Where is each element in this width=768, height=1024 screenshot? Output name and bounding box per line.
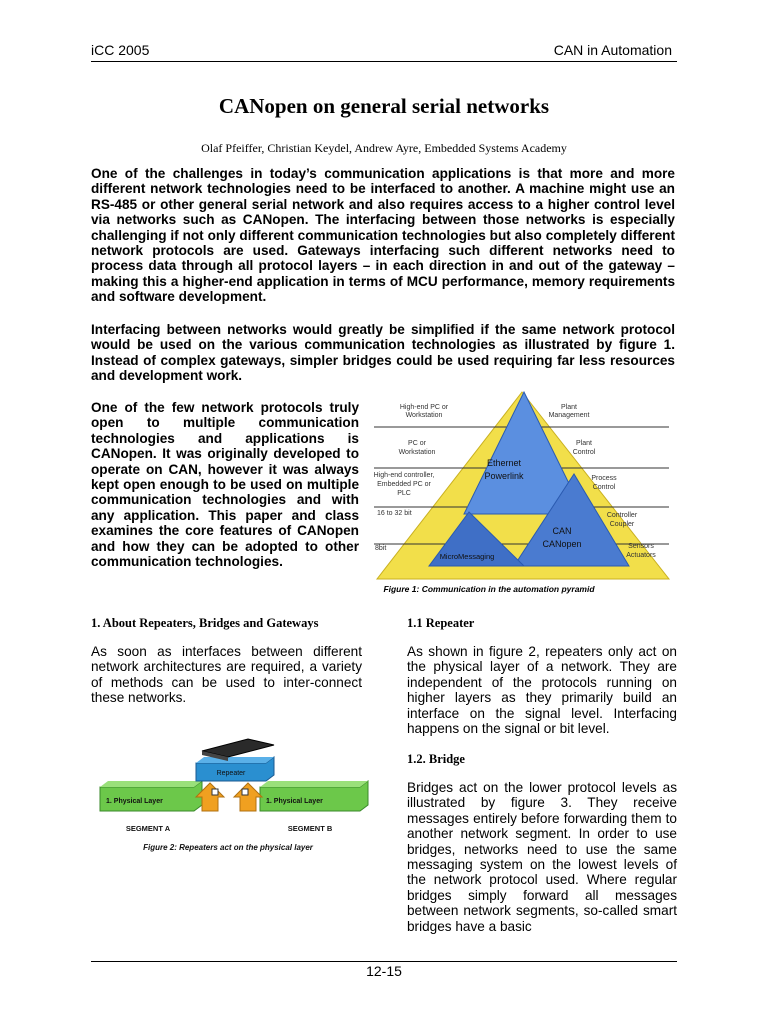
section-1-1-text: As shown in figure 2, repeaters only act on the physical layer of a network. They are independent of the protocols running on higher layers as they primarily build an interface on the signal level. Interfacing happens on the signal or bit level. xyxy=(407,644,677,737)
page-number: 12-15 xyxy=(366,963,402,979)
right-label-2b: Control xyxy=(572,449,596,456)
figure-2-caption: Figure 2: Repeaters act on the physical layer xyxy=(143,843,313,852)
abstract-paragraph-1: One of the challenges in today’s communication applications is that more and more different network technologies need to be interfaced to another. A machine might use an RS-485 or other general serial network and also requires access to a higher control level via networks such as CANopen. The interfacing between those networks is especially challenging if not only different communication technologies but also completely different network protocols are used. Gateways interfacing such different networks need to process data through all protocol layers – in each direction in and out of the gateway – making this a higher-end application in terms of MCU performance, memory requirements and software development. xyxy=(91,166,675,305)
paper-title: CANopen on general serial networks xyxy=(218,94,550,118)
right-label-3b: Control xyxy=(592,484,616,491)
left-label-1b: Workstation xyxy=(405,412,443,419)
right-label-1b: Management xyxy=(548,412,590,419)
layer-b-label: 1. Physical Layer xyxy=(266,798,323,805)
can-label-a: CAN xyxy=(552,526,572,536)
figure-1-caption: Figure 1: Communication in the automation pyramid xyxy=(383,584,595,594)
figure-2-repeater xyxy=(98,735,374,857)
header-left: iCC 2005 xyxy=(91,42,150,58)
left-label-3a: High-end controller, xyxy=(373,472,435,479)
header-rule xyxy=(91,61,677,62)
section-1-2-heading: 1.2. Bridge xyxy=(407,752,465,766)
figure-1-pyramid xyxy=(369,384,675,598)
section-1-2-text: Bridges act on the lower protocol levels as illustrated by figure 3. They receive messages entirely before forwarding them to another network segment. In order to use bridges, networks need to use the same messaging system on the lowest levels of the network protocol used. Where regular bridges simply forward all messages between network segments, so-called smart bridges have a basic xyxy=(407,780,677,934)
paper-authors: Olaf Pfeiffer, Christian Keydel, Andrew Ayre, Embedded Systems Academy xyxy=(201,141,567,155)
ethernet-label-a: Ethernet xyxy=(486,458,522,468)
right-label-5b: Actuators xyxy=(626,552,656,559)
layer-a-label: 1. Physical Layer xyxy=(106,798,163,805)
abstract-paragraph-2: Interfacing between networks would greatly be simplified if the same network protocol would be used on the various communication technologies as illustrated by figure 1. Instead of complex gateways, simpler bridges could be used requiring far less resources and development work. xyxy=(91,322,675,384)
right-label-5a: Sensors xyxy=(628,543,654,550)
footer-rule xyxy=(91,961,677,962)
can-label-b: CANopen xyxy=(542,539,582,549)
ethernet-label-b: Powerlink xyxy=(484,471,524,481)
left-label-5: 8bit xyxy=(375,545,387,552)
right-label-4a: Controller xyxy=(606,512,638,519)
left-label-2b: Workstation xyxy=(398,449,436,456)
micro-label: MicroMessaging xyxy=(439,552,495,561)
section-1-heading: 1. About Repeaters, Bridges and Gateways xyxy=(91,616,319,630)
left-label-3c: PLC xyxy=(397,490,411,497)
left-label-4: 16 to 32 bit xyxy=(377,510,412,517)
section-1-text: As soon as interfaces between different network architectures are required, a variety of methods can be used to inter-connect these networks. xyxy=(91,644,362,706)
section-1-1-heading: 1.1 Repeater xyxy=(407,616,475,630)
abstract-paragraph-3: One of the few network protocols truly open to multiple communication technologies and applications is CANopen. It was originally developed to operate on CAN, however it was always kept open enough to be used on multiple communication technologies and with any application. This paper and class examines the core features of CANopen and how they can be adopted to other communication technologies. xyxy=(91,400,359,570)
right-label-4b: Coupler xyxy=(609,521,635,528)
left-label-1a: High-end PC or xyxy=(399,404,449,411)
left-label-2a: PC or xyxy=(408,440,426,447)
right-label-2a: Plant xyxy=(576,440,592,447)
repeater-label: Repeater xyxy=(216,770,246,777)
right-label-1a: Plant xyxy=(561,404,577,411)
header-right: CAN in Automation xyxy=(553,42,672,58)
segment-a-label: SEGMENT A xyxy=(125,824,171,833)
left-label-3b: Embedded PC or xyxy=(377,481,431,488)
right-label-3a: Process xyxy=(591,475,617,482)
arrow-up-right-icon xyxy=(234,783,262,811)
segment-b-label: SEGMENT B xyxy=(287,824,333,833)
